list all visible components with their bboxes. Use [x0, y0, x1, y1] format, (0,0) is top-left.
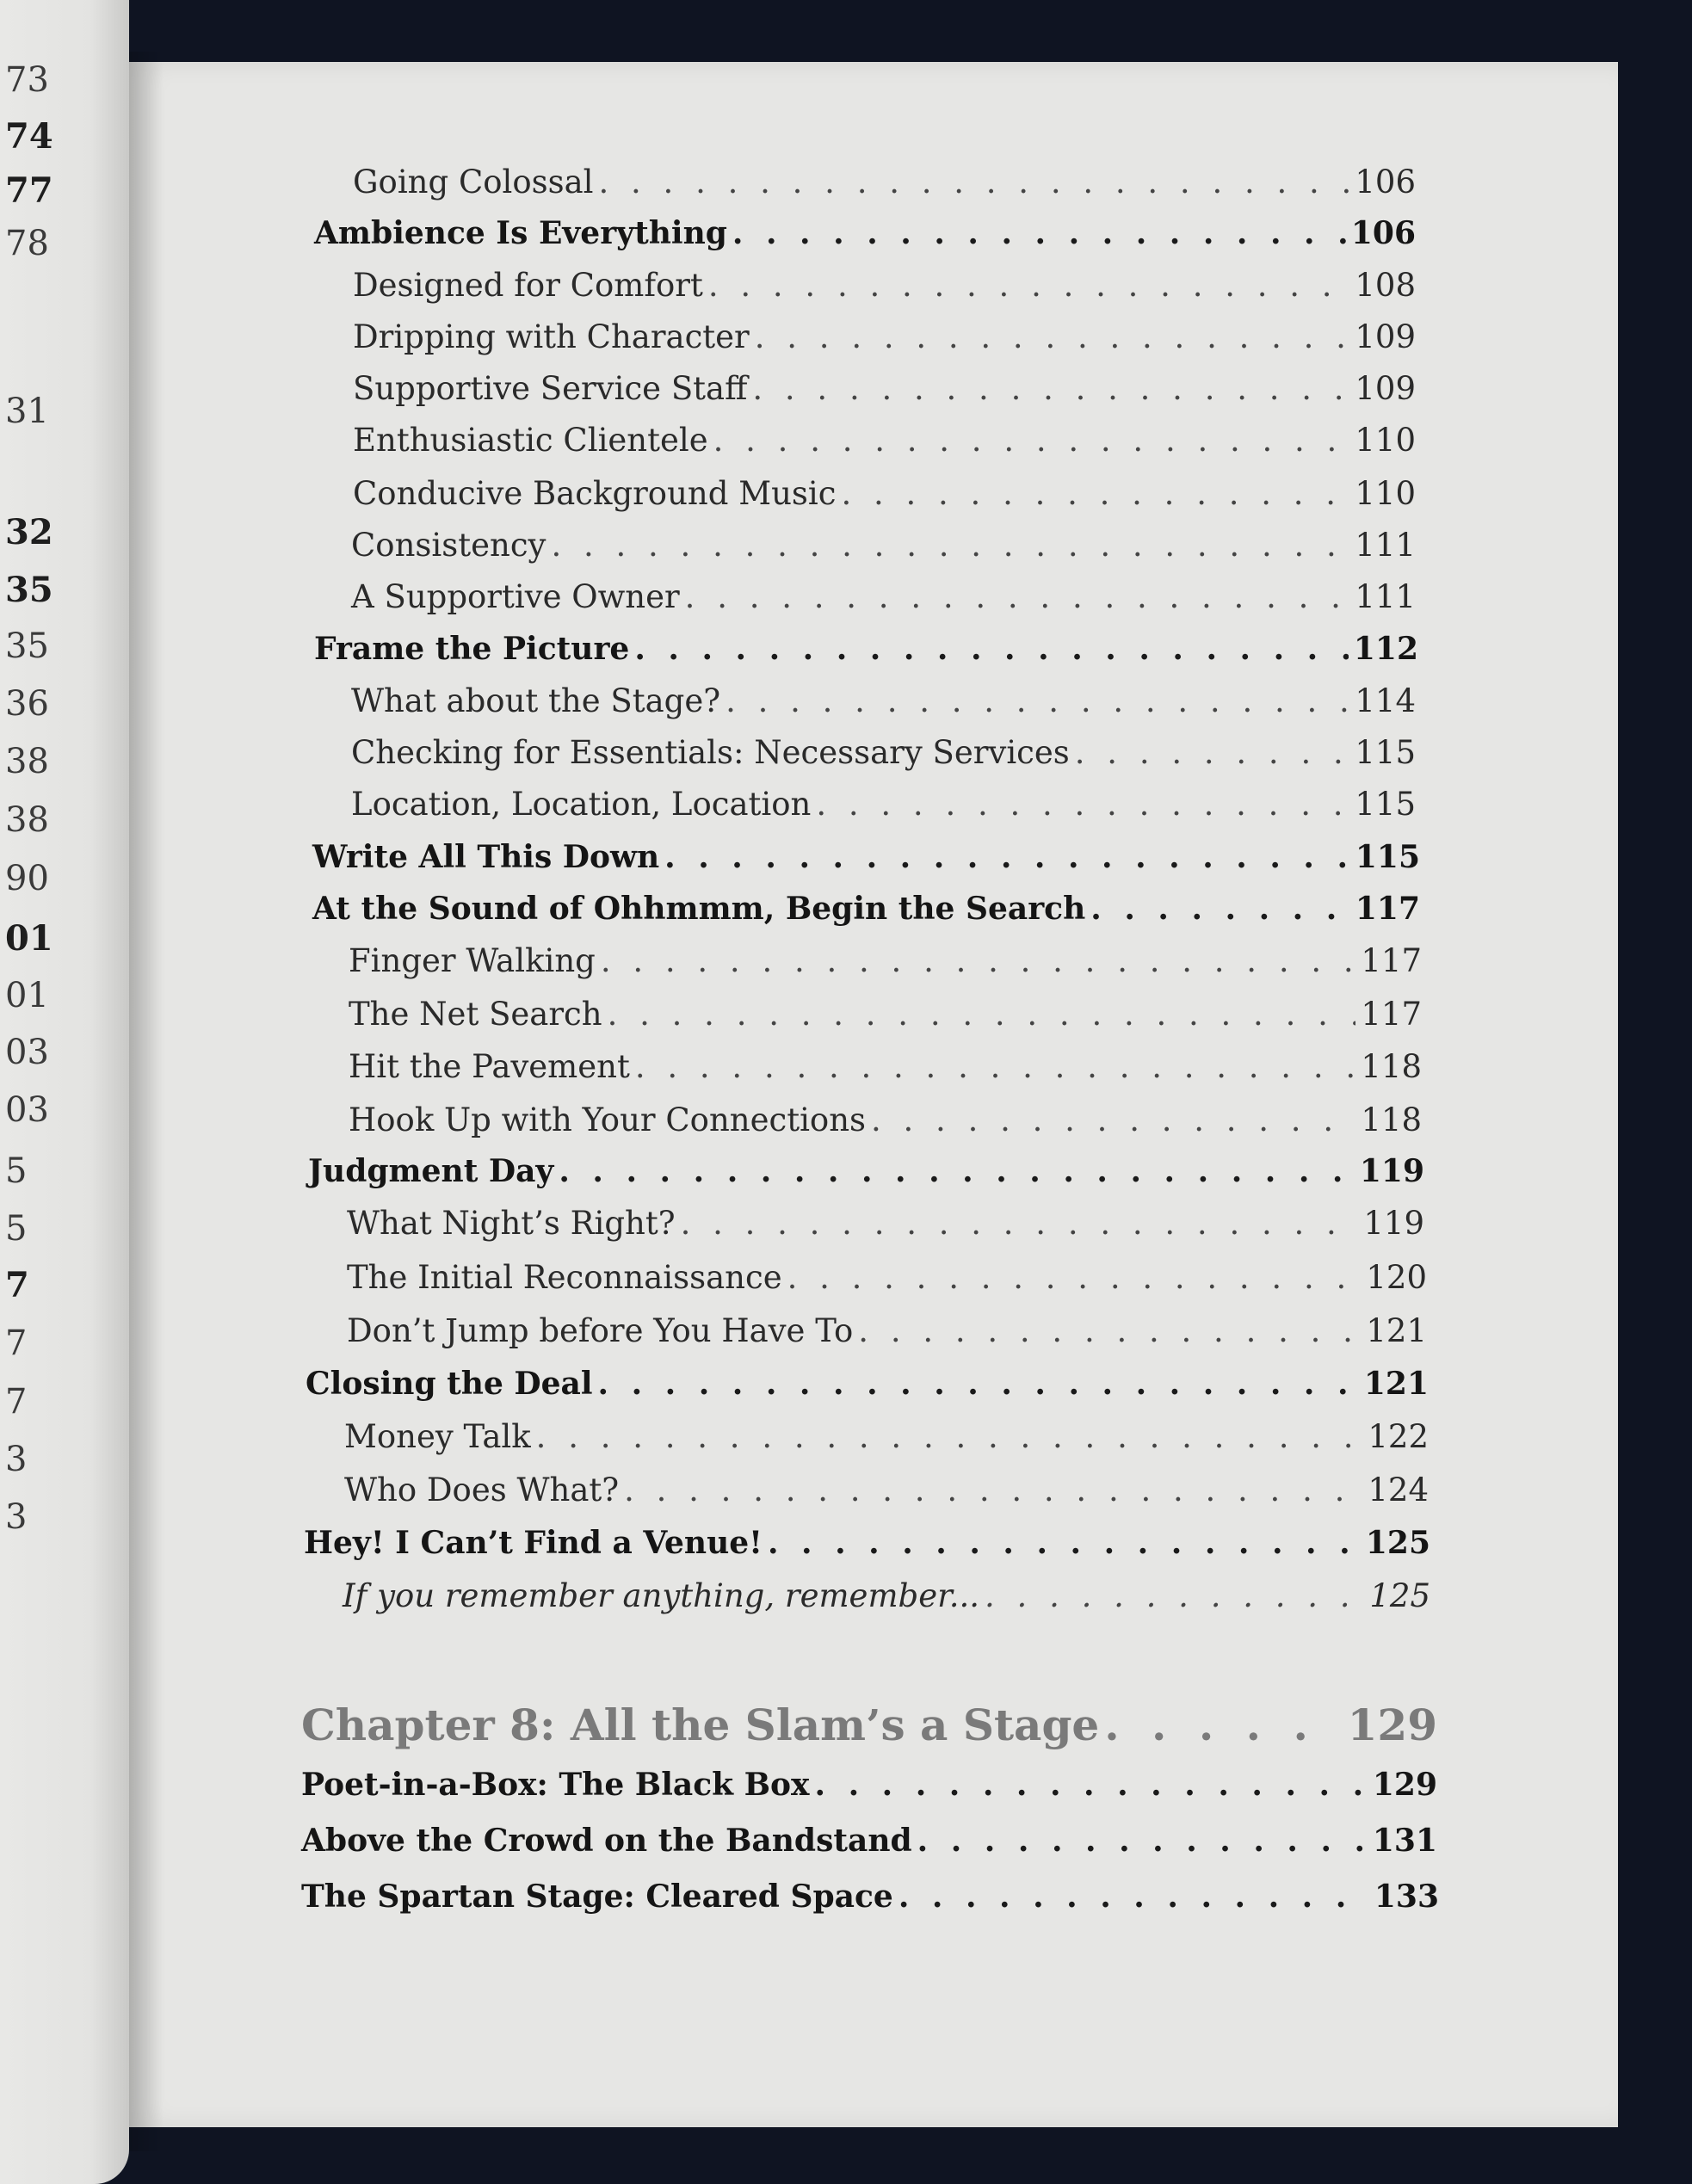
toc-entry-title: Enthusiastic Clientele [353, 422, 708, 459]
toc-entry-title: At the Sound of Ohhmmm, Begin the Search [312, 891, 1086, 927]
toc-dot-leader [598, 1366, 1359, 1402]
toc-entry-page-number: 121 [1366, 1312, 1427, 1349]
toc-entry-page-number: 117 [1355, 891, 1420, 927]
toc-entry-title: Location, Location, Location [351, 786, 812, 823]
facing-page-number: 35 [5, 570, 53, 610]
facing-page-number: 73 [5, 60, 49, 100]
toc-dot-leader [681, 1205, 1359, 1242]
toc-entry-page-number: 129 [1347, 1700, 1437, 1750]
facing-page-number: 3 [5, 1497, 28, 1537]
toc-entry-title: Chapter 8: All the Slam’s a Stage [301, 1700, 1100, 1750]
facing-page-number: 7 [5, 1382, 28, 1422]
toc-subsection-entry[interactable] [351, 786, 1416, 834]
toc-subsection-entry[interactable] [351, 527, 1416, 575]
toc-entry-title: Dripping with Character [353, 318, 750, 355]
toc-dot-leader [635, 1048, 1356, 1085]
toc-subsection-entry[interactable] [351, 734, 1416, 782]
toc-entry-title: Judgment Day [308, 1153, 554, 1189]
toc-dot-leader [815, 1767, 1368, 1803]
toc-entry-title: Frame the Picture [314, 631, 630, 667]
toc-entry-title: Poet-in-a-Box: The Black Box [301, 1767, 810, 1803]
toc-entry-page-number: 119 [1359, 1153, 1424, 1189]
toc-dot-leader [664, 839, 1350, 875]
toc-subsection-entry[interactable] [351, 682, 1416, 731]
toc-entry-page-number: 121 [1363, 1366, 1429, 1402]
toc-subsection-entry[interactable] [349, 942, 1422, 990]
toc-dot-leader [985, 1577, 1364, 1614]
toc-dot-leader [917, 1823, 1368, 1859]
toc-entry-page-number: 129 [1372, 1767, 1437, 1803]
facing-page-number: 03 [5, 1033, 49, 1072]
toc-entry-page-number: 115 [1355, 839, 1420, 875]
toc-entry-title: Ambience Is Everything [314, 215, 727, 251]
facing-page-number: 36 [5, 684, 49, 724]
toc-entry-page-number: 120 [1366, 1259, 1427, 1296]
toc-entry-title: Supportive Service Staff [353, 370, 748, 407]
toc-entry-page-number: 118 [1361, 1048, 1422, 1085]
toc-entry-title: Above the Crowd on the Bandstand [301, 1823, 912, 1859]
toc-dot-leader [768, 1525, 1361, 1561]
toc-entry-title: Write All This Down [312, 839, 660, 875]
toc-section-entry[interactable] [301, 1823, 1437, 1871]
toc-subsection-entry[interactable] [344, 1471, 1429, 1520]
toc-entry-title: Hit the Pavement [349, 1048, 630, 1085]
toc-dot-leader [732, 215, 1346, 251]
facing-page-number: 5 [5, 1209, 28, 1249]
toc-entry-page-number: 115 [1355, 734, 1416, 771]
toc-entry-page-number: 109 [1355, 370, 1416, 407]
toc-entry-title: The Initial Reconnaissance [347, 1259, 782, 1296]
facing-page-number: 01 [5, 918, 53, 959]
facing-page-number: 7 [5, 1265, 29, 1305]
toc-entry-page-number: 110 [1355, 475, 1416, 512]
toc-subsection-entry[interactable] [347, 1312, 1427, 1360]
toc-section-entry[interactable] [312, 839, 1420, 887]
toc-entry-title: Hey! I Can’t Find a Venue! [304, 1525, 763, 1561]
facing-page-number: 5 [5, 1151, 28, 1191]
toc-entry-title: A Supportive Owner [351, 578, 680, 615]
toc-section-entry[interactable] [301, 1767, 1437, 1815]
toc-section-entry[interactable] [314, 631, 1418, 679]
toc-dot-leader [841, 475, 1349, 512]
toc-dot-leader [608, 996, 1356, 1033]
facing-page-number: 90 [5, 859, 49, 898]
facing-page-number: 31 [5, 392, 49, 431]
toc-dot-leader [551, 527, 1349, 564]
toc-dot-leader [559, 1153, 1354, 1189]
toc-entry-page-number: 118 [1361, 1101, 1422, 1138]
toc-dot-leader [536, 1418, 1363, 1455]
toc-entry-page-number: 108 [1355, 267, 1416, 304]
facing-page-number: 03 [5, 1090, 49, 1130]
toc-entry-page-number: 125 [1365, 1525, 1430, 1561]
toc-subsection-entry[interactable] [353, 163, 1416, 212]
toc-section-entry[interactable] [301, 1879, 1439, 1927]
toc-subsection-entry[interactable] [349, 1101, 1422, 1150]
toc-dot-leader [1104, 1700, 1342, 1750]
toc-entry-title: Designed for Comfort [353, 267, 703, 304]
toc-chapter-entry[interactable] [301, 1700, 1437, 1760]
toc-subsection-entry[interactable] [349, 1048, 1422, 1096]
toc-subsection-entry[interactable] [353, 370, 1416, 418]
toc-dot-leader [755, 318, 1350, 355]
toc-entry-page-number: 106 [1355, 163, 1416, 201]
toc-entry-title: Money Talk [344, 1418, 531, 1455]
toc-entry-title: Conducive Background Music [353, 475, 837, 512]
toc-entry-page-number: 110 [1355, 422, 1416, 459]
toc-dot-leader [1090, 891, 1350, 927]
toc-dot-leader [685, 578, 1350, 615]
facing-page-number: 35 [5, 626, 49, 666]
toc-entry-title: Don’t Jump before You Have To [347, 1312, 854, 1349]
toc-dot-leader [752, 370, 1349, 407]
toc-dot-leader [898, 1879, 1369, 1915]
toc-entry-page-number: 114 [1355, 682, 1416, 719]
facing-page-number: 77 [5, 170, 53, 211]
toc-dot-leader [634, 631, 1349, 667]
toc-entry-page-number: 112 [1353, 631, 1418, 667]
toc-entry-page-number: 111 [1355, 578, 1416, 615]
toc-subsection-entry[interactable] [349, 996, 1422, 1044]
toc-section-entry[interactable] [306, 1366, 1429, 1414]
toc-entry-title: What Night’s Right? [347, 1205, 676, 1242]
toc-dot-leader [787, 1259, 1362, 1296]
toc-dot-leader [599, 163, 1350, 201]
facing-page-number: 01 [5, 976, 49, 1015]
toc-entry-title: Who Does What? [344, 1471, 620, 1508]
toc-entry-title: Consistency [351, 527, 547, 564]
toc-entry-title: Hook Up with Your Connections [349, 1101, 867, 1138]
toc-entry-page-number: 119 [1363, 1205, 1424, 1242]
toc-dot-leader [708, 267, 1350, 304]
toc-subsection-entry[interactable] [347, 1205, 1424, 1253]
facing-page-number: 32 [5, 512, 53, 552]
toc-subsection-entry[interactable] [353, 318, 1416, 367]
toc-section-entry[interactable] [308, 1153, 1424, 1201]
toc-section-entry[interactable] [304, 1525, 1430, 1573]
facing-page-number: 38 [5, 800, 49, 840]
toc-entry-title: Checking for Essentials: Necessary Services [351, 734, 1070, 771]
toc-dot-leader [713, 422, 1350, 459]
toc-dot-leader [858, 1312, 1361, 1349]
toc-section-entry[interactable] [312, 891, 1420, 939]
toc-entry-page-number: 117 [1361, 996, 1422, 1033]
toc-entry-title: The Net Search [349, 996, 602, 1033]
toc-entry-page-number: 115 [1355, 786, 1416, 823]
toc-subsection-entry[interactable] [353, 475, 1416, 523]
toc-dot-leader [816, 786, 1349, 823]
toc-subsection-entry[interactable] [351, 578, 1416, 626]
facing-page-number: 7 [5, 1323, 28, 1363]
toc-section-entry[interactable] [314, 215, 1416, 263]
facing-page-number: 78 [5, 224, 49, 263]
toc-dot-leader [624, 1471, 1362, 1508]
toc-entry-title: Finger Walking [349, 942, 596, 979]
toc-entry-title: The Spartan Stage: Cleared Space [301, 1879, 893, 1915]
toc-entry-page-number: 111 [1355, 527, 1416, 564]
toc-subsection-entry[interactable] [344, 1418, 1429, 1466]
toc-entry-page-number: 131 [1372, 1823, 1437, 1859]
toc-dot-leader [726, 682, 1349, 719]
toc-entry-page-number: 124 [1368, 1471, 1429, 1508]
toc-entry-page-number: 122 [1368, 1418, 1429, 1455]
toc-entry-title: If you remember anything, remember... [343, 1577, 980, 1614]
toc-entry-page-number: 106 [1350, 215, 1416, 251]
toc-entry-page-number: 125 [1369, 1577, 1430, 1614]
toc-subsection-entry[interactable] [343, 1577, 1430, 1626]
toc-entry-page-number: 109 [1355, 318, 1416, 355]
facing-page-number: 74 [5, 116, 53, 157]
toc-dot-leader [871, 1101, 1355, 1138]
toc-entry-page-number: 133 [1374, 1879, 1439, 1915]
toc-entry-page-number: 117 [1361, 942, 1422, 979]
toc-subsection-entry[interactable] [353, 267, 1416, 315]
toc-entry-title: What about the Stage? [351, 682, 721, 719]
toc-entry-title: Going Colossal [353, 163, 594, 201]
toc-dot-leader [601, 942, 1356, 979]
facing-page-number: 38 [5, 742, 49, 781]
facing-page-number: 3 [5, 1440, 28, 1479]
toc-subsection-entry[interactable] [347, 1259, 1427, 1307]
toc-subsection-entry[interactable] [353, 422, 1416, 470]
toc-entry-title: Closing the Deal [306, 1366, 593, 1402]
toc-dot-leader [1075, 734, 1350, 771]
